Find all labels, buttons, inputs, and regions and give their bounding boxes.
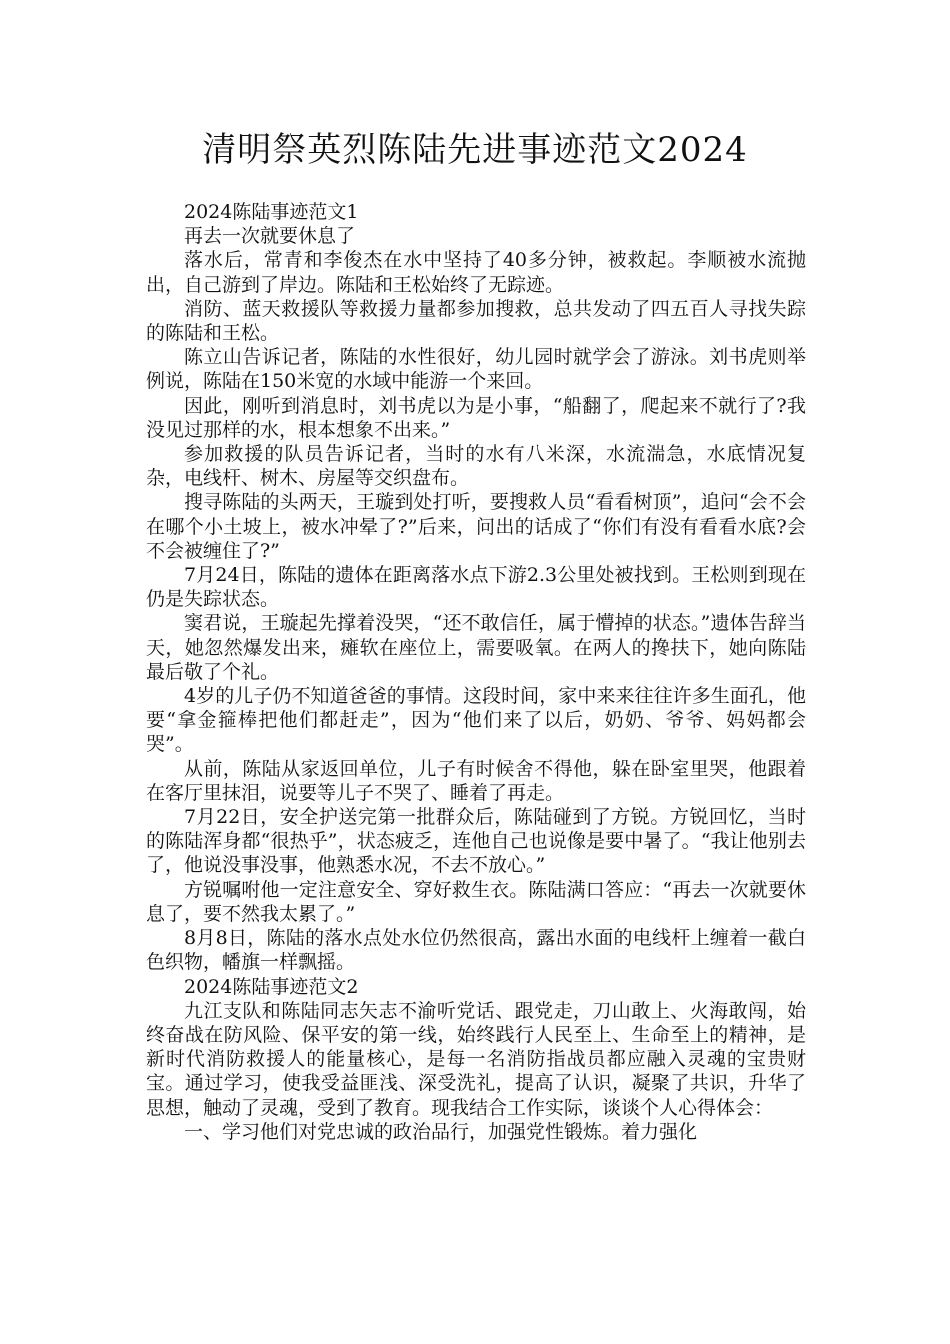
paragraph: 4岁的儿子仍不知道爸爸的事情。这段时间，家中来来往往许多生面孔，他要“拿金箍棒把他们都赶走”，因为“他们来了以后，奶奶、爷爷、妈妈都会哭”。 [146, 685, 806, 756]
paragraph: 一、学习他们对党忠诚的政治品行，加强党性锻炼。着力强化 [184, 1120, 698, 1143]
paragraph: 陈立山告诉记者，陈陆的水性很好，幼儿园时就学会了游泳。刘书虎则举例说，陈陆在150米宽的水域中能游一个来回。 [146, 346, 806, 393]
paragraph: 落水后，常青和李俊杰在水中坚持了40多分钟，被救起。李顺被水流抛出，自己游到了岸边。陈陆和王松始终了无踪迹。 [146, 249, 806, 296]
paragraph: 8月8日，陈陆的落水点处水位仍然很高，露出水面的电线杆上缠着一截白色织物，幡旗一样飘摇。 [146, 927, 806, 974]
paragraph: 从前，陈陆从家返回单位，儿子有时候舍不得他，躲在卧室里哭，他跟着在客厅里抹泪，说要等儿子不哭了、睡着了再走。 [146, 757, 806, 804]
section-heading-1: 2024陈陆事迹范文1 [184, 201, 359, 223]
paragraph: 消防、蓝天救援队等救援力量都参加搜救，总共发动了四五百人寻找失踪的陈陆和王松。 [146, 297, 806, 345]
section-heading-2: 2024陈陆事迹范文2 [184, 975, 359, 998]
paragraph: 7月22日，安全护送完第一批群众后，陈陆碰到了方锐。方锐回忆，当时的陈陆浑身都“很热乎”，状态疲乏，连他自己也说像是要中暑了。“我让他别去了，他说没事没事，他熟悉水况，不去不放心。” [146, 806, 806, 877]
document-body [146, 200, 806, 1144]
paragraph: 方锐嘱咐他一定注意安全、穿好救生衣。陈陆满口答应：“再去一次就要休息了，要不然我太累了。” [146, 878, 806, 925]
paragraph: 因此，刚听到消息时，刘书虎以为是小事，“船翻了，爬起来不就行了?我没见过那样的水，根本想象不出来。” [146, 394, 806, 441]
paragraph: 参加救援的队员告诉记者，当时的水有八米深，水流湍急，水底情况复杂，电线杆、树木、房屋等交织盘布。 [146, 443, 806, 490]
paragraph: 窦君说，王璇起先撑着没哭，“还不敢信任，属于懵掉的状态。”遗体告辞当天，她忽然爆发出来，瘫软在座位上，需要吸氧。在两人的搀扶下，她向陈陆最后敬了个礼。 [146, 612, 806, 683]
subheading: 再去一次就要休息了 [184, 225, 356, 248]
paragraph: 7月24日，陈陆的遗体在距离落水点下游2.3公里处被找到。王松则到现在仍是失踪状态。 [146, 564, 806, 611]
paragraph: 搜寻陈陆的头两天，王璇到处打听，要搜救人员“看看树顶”，追问“会不会在哪个小土坡上，被水冲晕了?”后来，问出的话成了“你们有没有看看水底?会不会被缠住了?” [146, 491, 806, 562]
paragraph: 九江支队和陈陆同志矢志不渝听党话、跟党走，刀山敢上、火海敢闯，始终奋战在防风险、保平安的第一线，始终践行人民至上、生命至上的精神，是新时代消防救援人的能量核心，是每一名消防指战员都应融入灵魂的宝贵财宝。通过学习，使我受益匪浅、深受洗礼，提高了认识，凝聚了共识，升华了思想，触动了灵魂，受到了教育。现我结合工作实际，谈谈个人心得体会： [146, 999, 806, 1119]
document-title: 清明祭英烈陈陆先进事迹范文2024 [202, 130, 748, 170]
